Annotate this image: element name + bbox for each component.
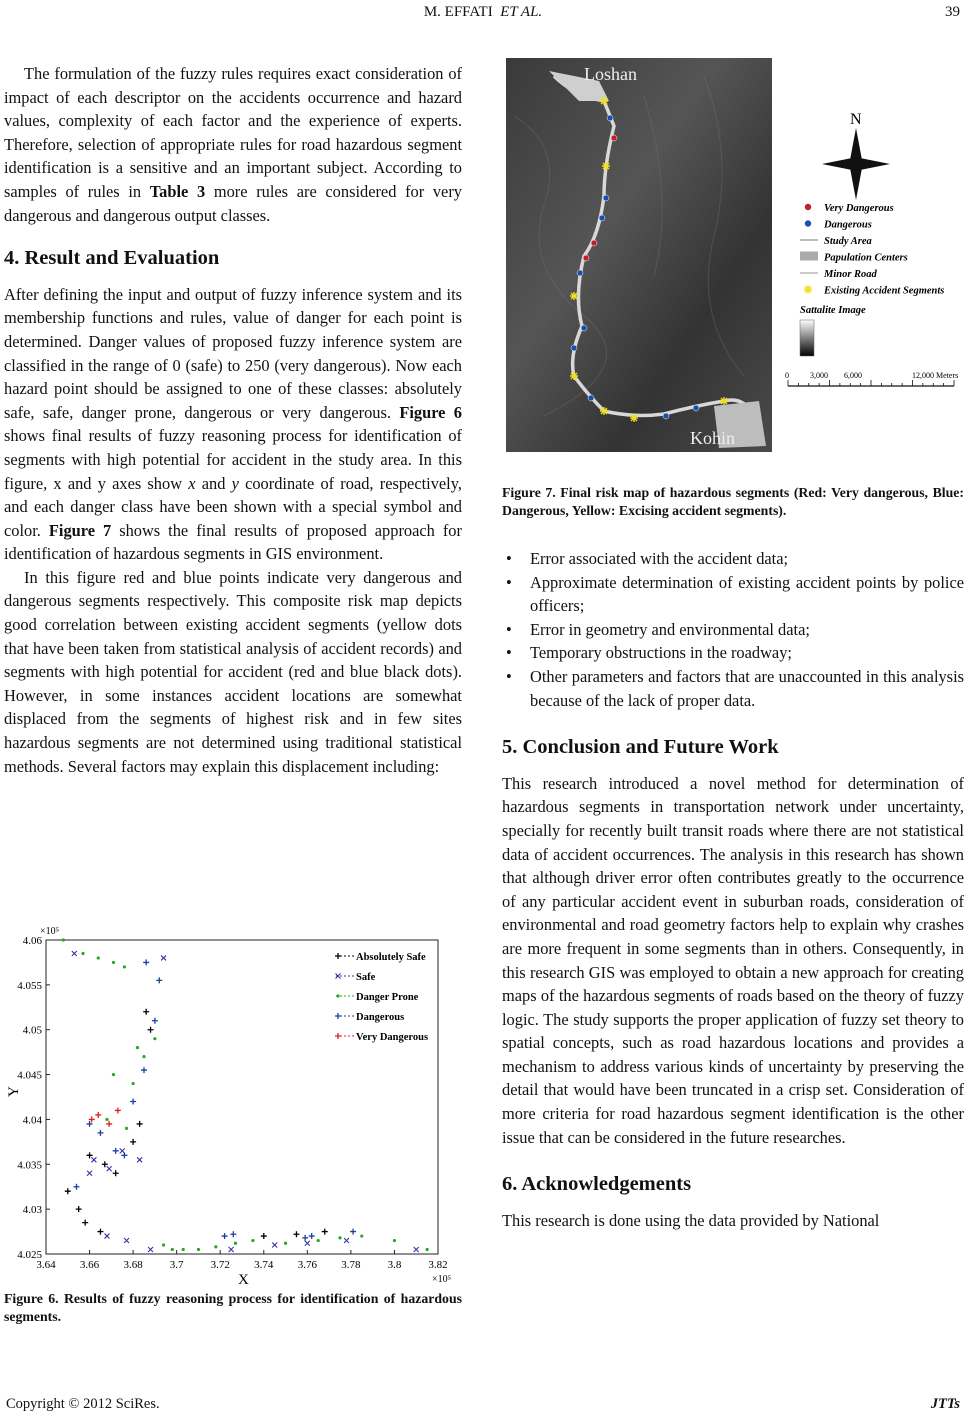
map-dangerous-point xyxy=(581,325,587,331)
left-column xyxy=(4,62,462,778)
map-dangerous-point xyxy=(577,270,583,276)
data-point xyxy=(62,938,65,941)
data-point xyxy=(97,1229,103,1235)
section-4-heading: 4. Result and Evaluation xyxy=(4,247,220,270)
y-tick-label: 4.05 xyxy=(22,1024,42,1037)
map-dangerous-point xyxy=(599,215,605,221)
satellite-gradient-bar xyxy=(800,320,814,356)
data-point xyxy=(105,1118,108,1121)
map-accident-segment xyxy=(720,397,728,405)
data-point xyxy=(148,1247,153,1252)
page-number: 39 xyxy=(945,4,960,20)
factor-list xyxy=(502,547,964,712)
data-point xyxy=(251,1239,254,1242)
chart-legend xyxy=(332,946,436,1044)
data-point xyxy=(171,1248,174,1251)
data-point xyxy=(142,1055,145,1058)
data-point xyxy=(104,1234,109,1239)
data-point xyxy=(112,961,115,964)
section-5-heading: 5. Conclusion and Future Work xyxy=(502,736,779,759)
legend-entry xyxy=(800,269,878,280)
map-label-kohin: Kohin xyxy=(690,428,735,448)
list-item: • Approximate determination of existing accident points by police officers; xyxy=(502,571,964,618)
svg-text:12,000 Meters: 12,000 Meters xyxy=(912,371,959,380)
data-point xyxy=(115,1107,121,1113)
data-point xyxy=(148,1027,154,1033)
data-point xyxy=(141,1067,147,1073)
legend-entry: Absolutely Safe xyxy=(356,952,426,963)
data-point xyxy=(261,1233,267,1239)
running-header xyxy=(0,4,966,26)
data-point xyxy=(393,1239,396,1242)
copyright: Copyright © 2012 SciRes. xyxy=(6,1396,160,1412)
series-4 xyxy=(89,1107,121,1126)
map-dangerous-point xyxy=(588,395,594,401)
ref-table-3[interactable]: Table 3 xyxy=(149,181,206,201)
map-accident-segment xyxy=(570,372,578,380)
map-dangerous-point xyxy=(571,345,577,351)
legend-entry xyxy=(805,220,872,231)
y-tick-label: 4.035 xyxy=(17,1159,42,1172)
x-tick-label: 3.8 xyxy=(387,1259,402,1271)
legend-entry: Danger Prone xyxy=(356,992,419,1003)
data-point xyxy=(81,952,84,955)
data-point xyxy=(72,951,77,956)
data-point xyxy=(344,1238,349,1243)
data-point xyxy=(130,1098,136,1104)
running-author: M. EFFATI ET AL. xyxy=(423,4,543,20)
map-very-dangerous-point xyxy=(583,255,589,261)
x-tick-label: 3.78 xyxy=(341,1259,361,1271)
data-point xyxy=(132,1082,135,1085)
map-dangerous-point xyxy=(663,413,669,419)
data-point xyxy=(137,1121,143,1127)
data-point xyxy=(153,1037,156,1040)
ref-figure-7[interactable]: Figure 7 xyxy=(48,520,112,540)
list-item: • Temporary obstructions in the roadway; xyxy=(502,641,964,665)
figure-7-risk-map xyxy=(504,56,966,456)
data-point xyxy=(222,1233,228,1239)
map-very-dangerous-point xyxy=(611,135,617,141)
data-point xyxy=(284,1242,287,1245)
legend-entry: Dangerous xyxy=(356,1012,405,1023)
series-3 xyxy=(73,959,356,1240)
section-6-heading: 6. Acknowledgements xyxy=(502,1173,692,1196)
svg-text:N: N xyxy=(850,111,862,128)
data-point xyxy=(91,1157,96,1162)
svg-text:3,000: 3,000 xyxy=(810,371,828,380)
data-point xyxy=(106,1121,112,1127)
data-point xyxy=(95,1112,101,1118)
data-point xyxy=(107,1166,112,1171)
svg-text:6,000: 6,000 xyxy=(844,371,862,380)
map-accident-segment xyxy=(630,414,638,422)
data-point xyxy=(305,1241,310,1246)
svg-text:Minor Road: Minor Road xyxy=(824,269,877,280)
data-point xyxy=(113,1148,119,1154)
paragraph-rules: The formulation of the fuzzy rules requires exact consideration of impact of each descriptor on the accidents occurrence and hazard values, complexity of each factor and the experience of experts. Therefore, selection of appropriate rules for road hazardous segment identification is a sensitive and an important subject. According to samples of rules in Table 3 more rules are considered for very dangerous and dangerous output classes. xyxy=(4,64,462,225)
legend-entry xyxy=(800,252,908,264)
data-point xyxy=(113,1170,119,1176)
legend-marker xyxy=(336,994,339,997)
scale-bar xyxy=(785,371,958,386)
list-item: • Error in geometry and environmental data; xyxy=(502,618,964,642)
data-point xyxy=(73,1184,79,1190)
y-tick-label: 4.06 xyxy=(22,935,42,947)
y-tick-label: 4.055 xyxy=(17,979,42,992)
x-tick-label: 3.66 xyxy=(79,1259,100,1271)
map-very-dangerous-point xyxy=(591,240,597,246)
y-axis-label: Y xyxy=(6,1086,22,1097)
map-accident-segment xyxy=(600,97,608,105)
data-point xyxy=(272,1243,277,1248)
data-point xyxy=(317,1239,320,1242)
x-tick-label: 3.76 xyxy=(297,1259,317,1271)
y-multiplier: ×10⁵ xyxy=(40,926,60,937)
map-dangerous-point xyxy=(693,405,699,411)
svg-text:Very Dangerous: Very Dangerous xyxy=(824,203,894,214)
list-item: • Error associated with the accident data; xyxy=(502,547,964,571)
map-accident-segment xyxy=(600,407,608,415)
y-tick-label: 4.025 xyxy=(17,1249,42,1261)
data-point xyxy=(76,1206,82,1212)
paragraph-conclusion: This research introduced a novel method for determination of hazardous segments in transportation network under uncertainty, specially for recently built transit roads where there are not statistical data of accident occurrences. The analysis in this research has shown that although driver error often contributes greatly to the occurrence of any particular accident event in suburban roads, consideration of environmental and road geometry factors help to explain why crashes are more frequent in some segments than in others. Consequently, in this research GIS was employed to obtain a new approach for creating maps of the hazardous segments of roads based on the theory of fuzzy logic. The study supports the proper application of fuzzy set theory to spatial concepts, such as road hazardous locations and provides a mechanism to address various kinds of uncertainty by preserving the detail that would have been truncated in a crisp set. Consideration of more criteria for road hazardous segment identification is the other issue that can be considered in the future researches. xyxy=(502,773,964,1147)
data-point xyxy=(87,1171,92,1176)
data-point xyxy=(125,1127,128,1130)
y-tick-label: 4.045 xyxy=(17,1069,42,1082)
paragraph-acknowledgements: This research is done using the data provided by National xyxy=(502,1210,880,1230)
data-point xyxy=(161,955,166,960)
data-point xyxy=(426,1248,429,1251)
map-dangerous-point xyxy=(607,115,613,121)
data-point xyxy=(137,1157,142,1162)
x-multiplier: ×10⁵ xyxy=(432,1274,452,1285)
x-axis-label: X xyxy=(238,1272,249,1288)
data-point xyxy=(97,1130,103,1136)
legend-satellite-label: Sattalite Image xyxy=(800,305,866,316)
x-tick-label: 3.82 xyxy=(428,1259,448,1271)
figure-6-caption: Figure 6. Results of fuzzy reasoning process for identification of hazardous segments. xyxy=(4,1291,462,1324)
x-tick-label: 3.68 xyxy=(123,1259,143,1271)
data-point xyxy=(302,1235,308,1241)
legend-entry xyxy=(805,203,894,214)
legend-entry: Very Dangerous xyxy=(356,1032,429,1043)
data-point xyxy=(197,1248,200,1251)
north-arrow-icon xyxy=(822,111,890,200)
data-point xyxy=(124,1238,129,1243)
satellite-image xyxy=(506,58,772,452)
data-point xyxy=(97,956,100,959)
figure-7-caption: Figure 7. Final risk map of hazardous segments (Red: Very dangerous, Blue: Dangerous, Yellow: Excising accident segments). xyxy=(502,485,964,518)
data-point xyxy=(162,1243,165,1246)
data-point xyxy=(112,1073,115,1076)
svg-text:Study Area: Study Area xyxy=(824,236,872,247)
data-point xyxy=(234,1242,237,1245)
data-point xyxy=(82,1220,88,1226)
data-point xyxy=(293,1231,299,1237)
data-point xyxy=(65,1188,71,1194)
map-legend xyxy=(800,203,944,297)
data-point xyxy=(143,959,149,965)
data-point xyxy=(230,1231,236,1237)
x-tick-label: 3.74 xyxy=(254,1259,274,1271)
data-point xyxy=(309,1233,315,1239)
data-point xyxy=(414,1247,419,1252)
list-item: • Other parameters and factors that are unaccounted in this analysis because of the lack of proper data. xyxy=(502,665,964,712)
data-point xyxy=(136,1046,139,1049)
x-tick-label: 3.64 xyxy=(36,1259,56,1271)
ref-figure-6[interactable]: Figure 6 xyxy=(399,402,462,422)
svg-text:Dangerous: Dangerous xyxy=(824,219,872,231)
y-tick-label: 4.04 xyxy=(22,1114,42,1127)
data-point xyxy=(130,1139,136,1145)
legend-entry xyxy=(800,236,872,247)
svg-text:0: 0 xyxy=(785,371,789,380)
svg-text:Existing Accident Segments: Existing Accident Segments xyxy=(824,285,945,297)
data-point xyxy=(350,1229,356,1235)
map-dangerous-point xyxy=(603,195,609,201)
journal-name: JTTs xyxy=(930,1396,960,1412)
map-accident-segment xyxy=(602,162,610,170)
data-point xyxy=(322,1229,328,1235)
map-accident-segment xyxy=(570,292,578,300)
data-point xyxy=(182,1248,185,1251)
x-tick-label: 3.72 xyxy=(210,1259,230,1271)
data-point xyxy=(156,977,162,983)
svg-text:Papulation Centers: Papulation Centers xyxy=(824,252,908,264)
legend-entry: Safe xyxy=(356,972,376,983)
x-tick-label: 3.7 xyxy=(169,1259,184,1271)
map-label-loshan: Loshan xyxy=(584,64,637,84)
paragraph-interpretation: In this figure red and blue points indicate very dangerous and dangerous segments respectively. This composite risk map depicts good correlation between existing accident segments (yellow dots that have been taken from statistical analysis of accident records) and segments with high potential for accident (red and blue black dots). However, in some instances accident locations are somewhat displaced from the segments of highest risk and in few sites hazardous segments are not determined using traditional statistical methods. Several factors may explain this displacement including: xyxy=(4,567,462,776)
data-point xyxy=(214,1245,217,1248)
series-0 xyxy=(65,1009,328,1239)
paragraph-results: After defining the input and output of fuzzy inference system and its membership functions and rules, value of danger for each point is determined. Danger values of proposed fuzzy inference system are classified in the range of 0 (safe) to 250 (very dangerous). Now each hazard point should be assigned to one of these classes: absolutely safe, safe, danger prone, dangerous or very dangerous. Figure 6 shows final results of fuzzy reasoning process for identification of segments with high potential for accident in the study area. In this figure, x and y axes show x and y coordinate of road, respectively, and each danger class have been shown with a special symbol and color. Figure 7 shows the final results of proposed approach for identification of hazardous segments in GIS environment. xyxy=(4,284,462,564)
legend-entry xyxy=(804,286,944,297)
figure-6-scatter-chart xyxy=(0,918,466,1288)
data-point xyxy=(152,1018,158,1024)
data-point xyxy=(123,965,126,968)
data-point xyxy=(360,1234,363,1237)
data-point xyxy=(338,1236,341,1239)
y-tick-label: 4.03 xyxy=(22,1204,42,1217)
right-column xyxy=(502,484,964,1232)
data-point xyxy=(143,1009,149,1015)
data-point xyxy=(229,1247,234,1252)
data-point xyxy=(121,1152,127,1158)
